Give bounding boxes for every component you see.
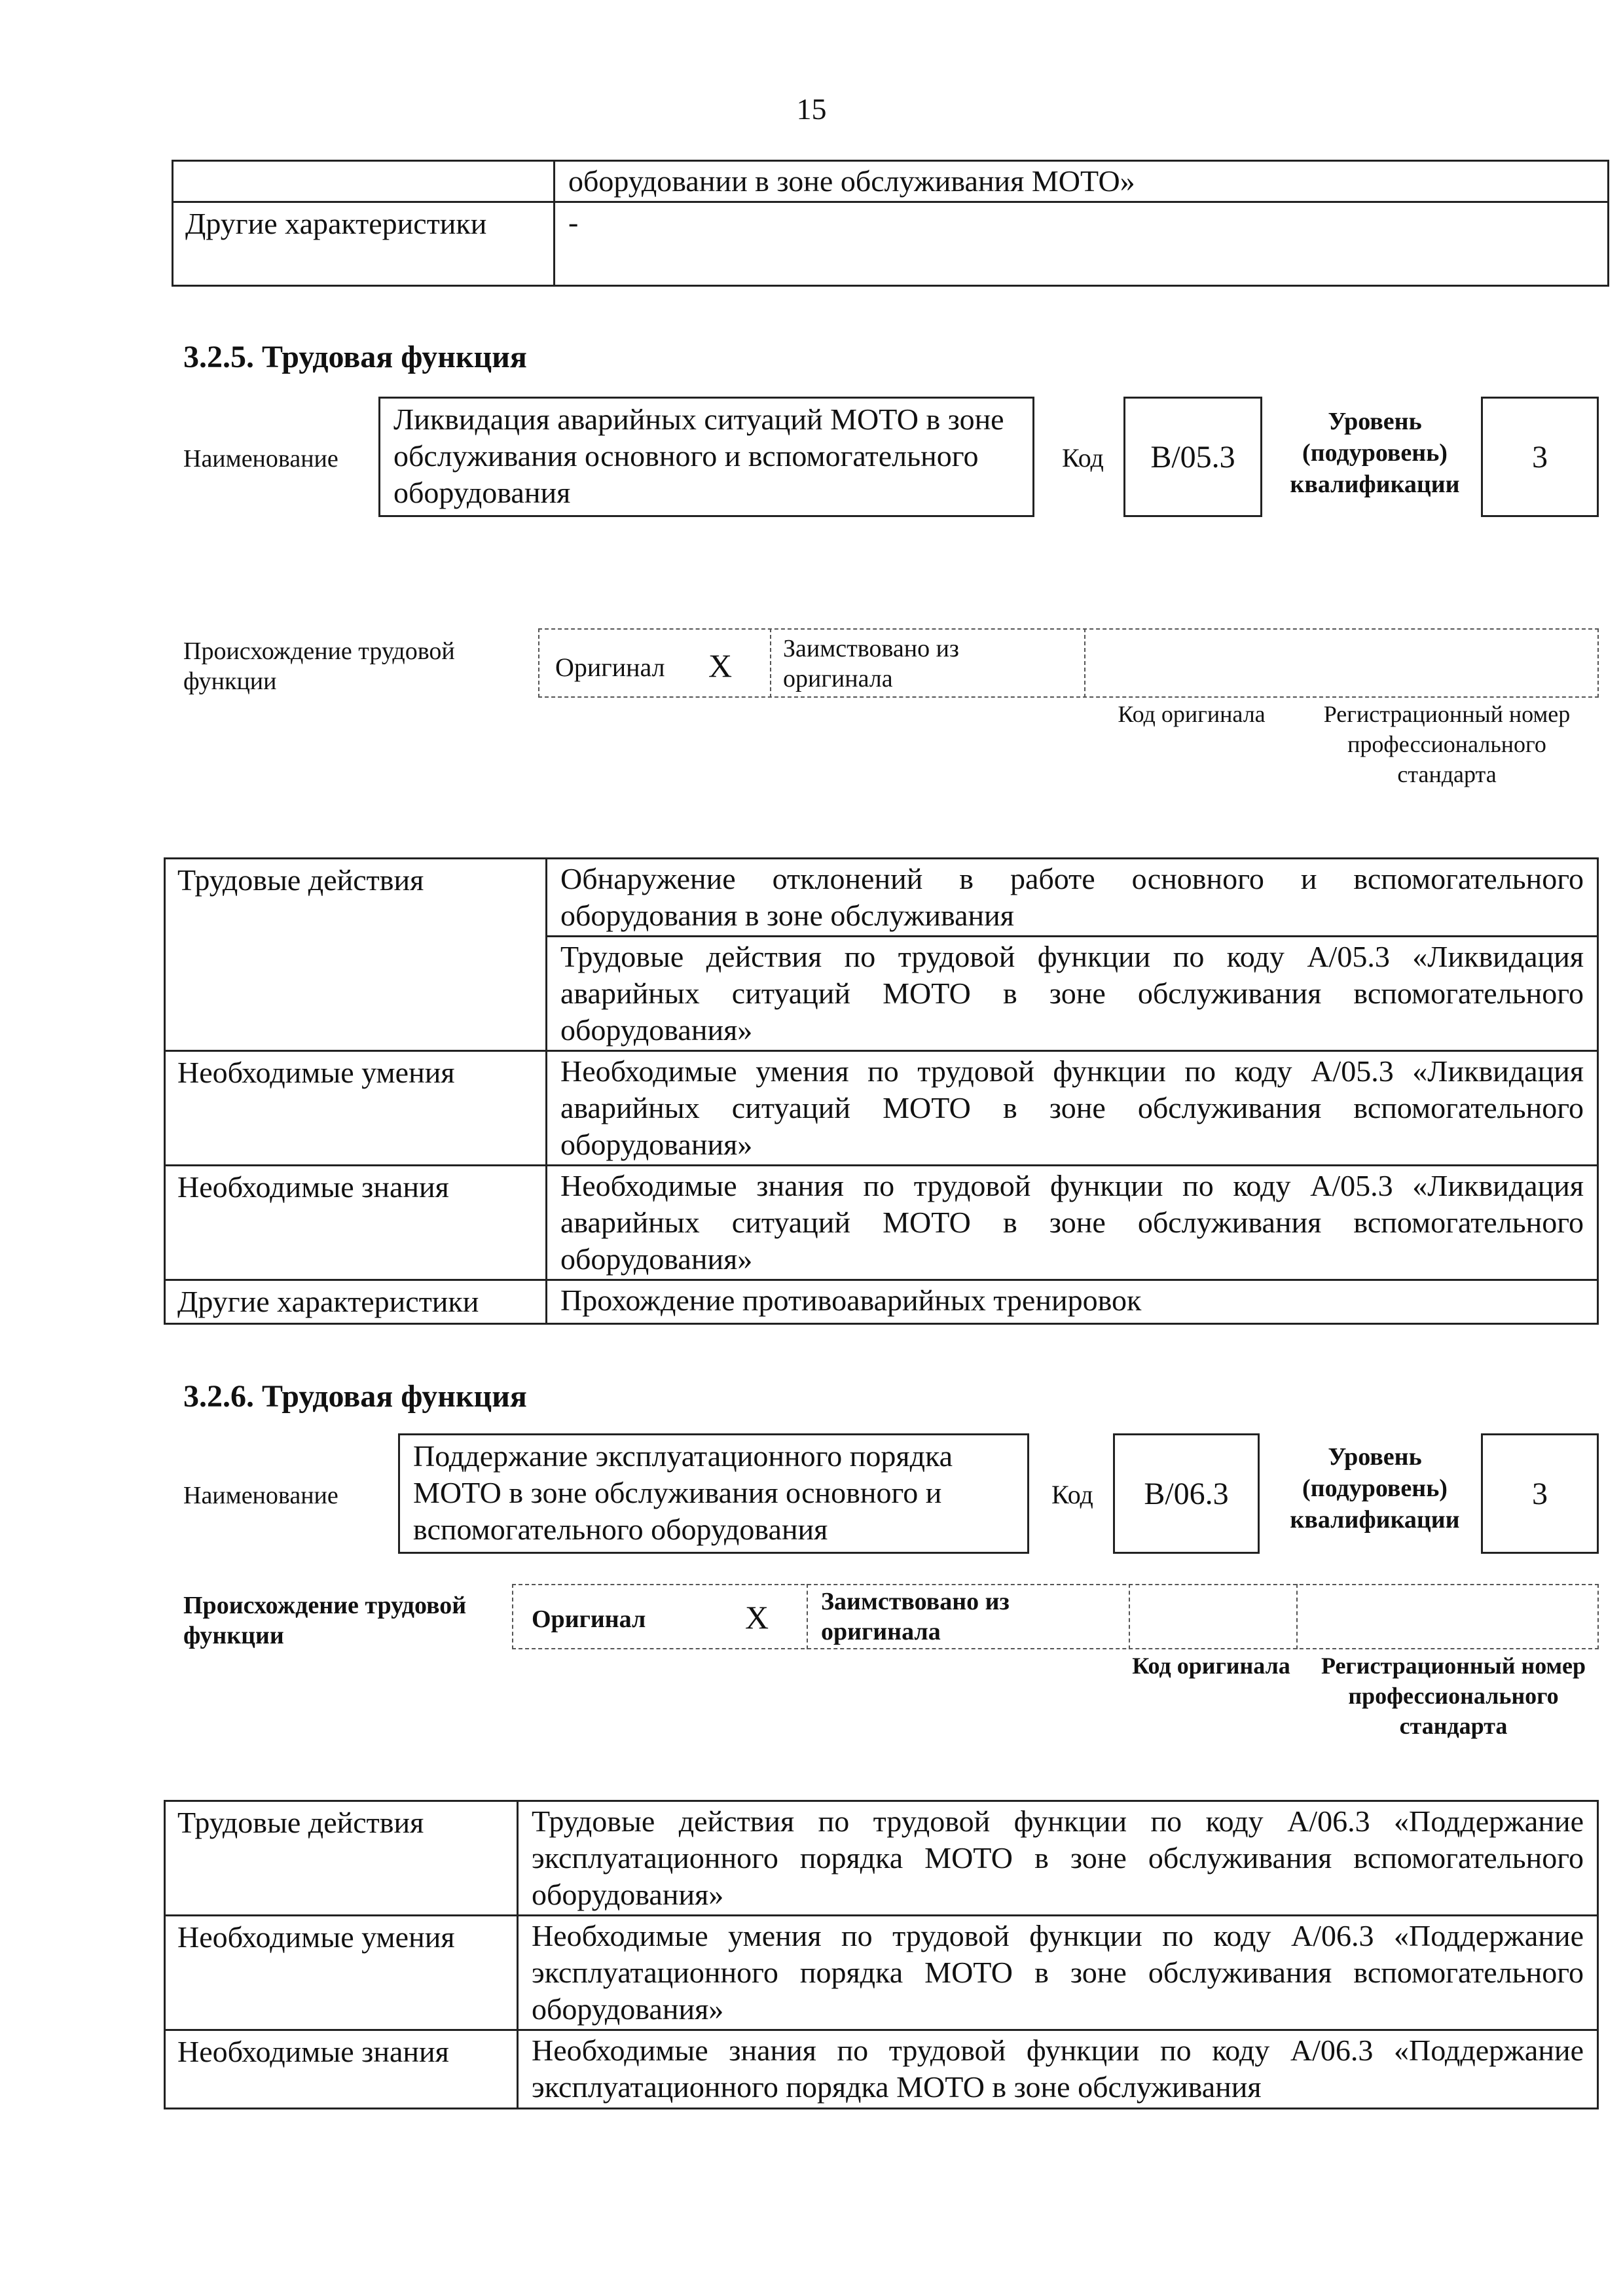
other-characteristics-label: Другие характеристики [173,202,555,286]
page-number: 15 [796,92,827,126]
origin-divider2-326 [1129,1584,1130,1649]
origin-divider2-325 [1084,628,1085,698]
origin-label-325: Происхождение трудовой функции [183,637,455,695]
row-label-actions-326: Трудовые действия [165,1801,518,1916]
row-value-skills-325: Необходимые умения по трудовой функции по коду А/05.3 «Ликвидация аварийных ситуаций МОТО в зоне обслуживания вспомогательного оборудования» [547,1051,1598,1166]
row-value-actions-326: Трудовые действия по трудовой функции по коду А/06.3 «Поддержание эксплуатационного порядка МОТО в зоне обслуживания вспомогательного оборудования» [518,1801,1598,1916]
row-value-other-325: Прохождение противоаварийных тренировок [547,1280,1598,1324]
section-title-325: 3.2.5. Трудовая функция [183,340,527,374]
continuation-value: оборудовании в зоне обслуживания МОТО» [555,161,1609,202]
row-label-skills-325: Необходимые умения [165,1051,547,1166]
level-label-326: Уровень (подуровень) квалификации [1290,1443,1460,1534]
section-title-326: 3.2.6. Трудовая функция [183,1379,527,1414]
name-label-325: Наименование [183,445,338,473]
reg-number-caption-325: Регистрационный номер профессионального стандарта [1323,701,1571,787]
other-characteristics-value: - [555,202,1609,286]
original-mark-326: X [745,1599,769,1636]
row-value-actions-1-325: Обнаружение отклонений в работе основного и вспомогательного оборудования в зоне обслуживания [547,859,1598,937]
origin-divider-326 [807,1584,808,1649]
origin-divider-325 [770,628,771,698]
function-name-325: Ликвидация аварийных ситуаций МОТО в зоне обслуживания основного и вспомогательного оборудования [378,397,1034,517]
row-label-other-325: Другие характеристики [165,1280,547,1324]
original-mark-325: X [708,647,733,684]
reg-number-caption-326: Регистрационный номер профессионального стандарта [1321,1653,1586,1739]
continuation-empty-cell [173,161,555,202]
details-table-326 [164,1800,1599,2109]
original-label-326: Оригинал [532,1605,646,1633]
origin-divider3-326 [1296,1584,1298,1649]
row-label-skills-326: Необходимые умения [165,1916,518,2030]
origin-frame-325 [538,628,1599,698]
code-value-326: B/06.3 [1113,1433,1260,1554]
details-table-325 [164,857,1599,1325]
code-original-caption-326: Код оригинала [1132,1653,1290,1679]
row-value-actions-2-325: Трудовые действия по трудовой функции по коду А/05.3 «Ликвидация аварийных ситуаций МОТО в зоне обслуживания вспомогательного оборудования» [547,937,1598,1051]
row-value-knowledge-325: Необходимые знания по трудовой функции по коду А/05.3 «Ликвидация аварийных ситуаций МОТО в зоне обслуживания вспомогательного оборудования» [547,1166,1598,1280]
level-value-326: 3 [1481,1433,1599,1554]
row-label-knowledge-325: Необходимые знания [165,1166,547,1280]
row-label-actions-325: Трудовые действия [165,859,547,1051]
continuation-table [172,160,1609,287]
borrowed-label-326: Заимствовано из оригинала [821,1588,1010,1645]
origin-label-326: Происхождение трудовой функции [183,1592,467,1649]
code-original-caption-325: Код оригинала [1118,701,1266,727]
borrowed-label-325: Заимствовано из оригинала [783,635,959,692]
function-name-326: Поддержание эксплуатационного порядка МОТО в зоне обслуживания основного и вспомогательного оборудования [398,1433,1029,1554]
code-label-326: Код [1051,1480,1093,1509]
row-value-knowledge-326: Необходимые знания по трудовой функции по коду А/06.3 «Поддержание эксплуатационного порядка МОТО в зоне обслуживания [518,2030,1598,2109]
level-label-325: Уровень (подуровень) квалификации [1290,408,1460,498]
row-value-skills-326: Необходимые умения по трудовой функции по коду А/06.3 «Поддержание эксплуатационного порядка МОТО в зоне обслуживания вспомогательного оборудования» [518,1916,1598,2030]
level-value-325: 3 [1481,397,1599,517]
code-value-325: B/05.3 [1123,397,1262,517]
row-label-knowledge-326: Необходимые знания [165,2030,518,2109]
code-label-325: Код [1062,443,1104,473]
original-label-325: Оригинал [555,653,665,682]
name-label-326: Наименование [183,1482,338,1509]
